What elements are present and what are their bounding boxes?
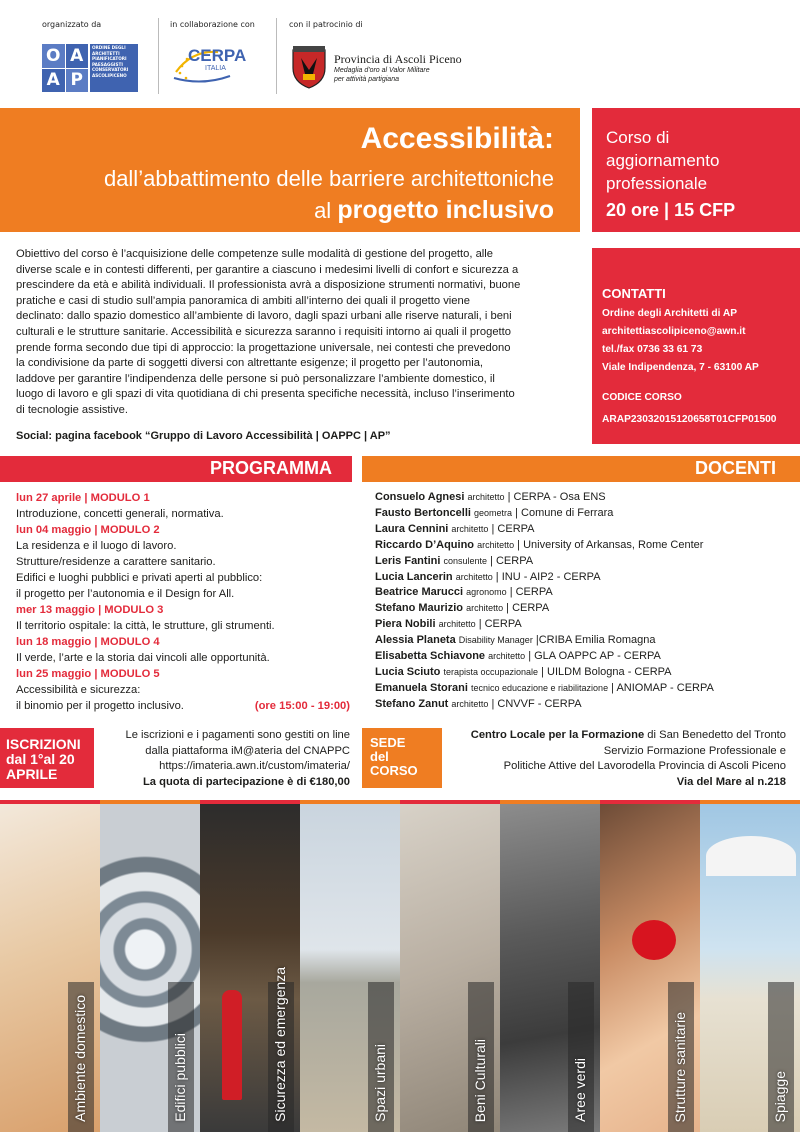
course-line: Corso di xyxy=(606,128,670,147)
module-text: Il territorio ospitale: la città, le strutture, gli strumenti. xyxy=(16,620,275,632)
description-line: di tecnologie assistive. xyxy=(16,403,128,416)
description-line: pratiche e casi di studio sull’ampia panoramica di ambiti all’interno dei quali il progetto viene xyxy=(16,294,470,307)
description-line: laddove per garantire l’indipendenza delle persone si può personalizzare l’ambiente domestico, il xyxy=(16,372,495,385)
teacher-row xyxy=(375,697,795,713)
oa-letter: A xyxy=(66,44,89,68)
cerpa-name: CERPA xyxy=(188,46,247,65)
teacher-name: Riccardo D’Aquino xyxy=(375,538,475,551)
teacher-role: architetto xyxy=(466,603,504,614)
teacher-org: | CERPA - Osa ENS xyxy=(507,491,606,503)
description-line: prescindere da età e abilità individuali. Il professionista avrà a disposizione strumenti normativi, buone xyxy=(16,279,521,292)
course-hours: 20 ore | 15 CFP xyxy=(606,200,736,220)
red-nose-icon xyxy=(632,920,676,960)
organized-by-label: organizzato da xyxy=(42,20,102,29)
course-code-label: CODICE CORSO xyxy=(602,392,682,403)
module-date: mer 13 maggio | MODULO 3 xyxy=(16,604,164,616)
province-sub-1: Medaglia d'oro al Valor Militare xyxy=(334,67,430,74)
teacher-org: | CNVVF - CERPA xyxy=(491,697,582,710)
photo-label: Ambiente domestico xyxy=(72,995,88,1122)
title-line-3-prefix: al xyxy=(314,198,338,223)
panel-accent-bar xyxy=(0,800,100,804)
photo-panel xyxy=(100,800,200,1132)
contacts-email: architettiascolipiceno@awn.it xyxy=(602,326,746,337)
cerpa-sub: ITALIA xyxy=(205,65,226,72)
description-line: Obiettivo del corso è l’acquisizione delle competenze sulle modalità di gestione del progetto, alle xyxy=(16,248,493,260)
teacher-row xyxy=(375,506,795,522)
panel-accent-bar xyxy=(400,800,500,804)
venue-box-line: del xyxy=(370,749,389,764)
registration-line: Le iscrizioni e i pagamenti sono gestiti on line xyxy=(125,729,350,741)
module-date: lun 27 aprile | MODULO 1 xyxy=(16,492,150,504)
teacher-org: | CERPA xyxy=(490,554,534,567)
photo-label: Strutture sanitarie xyxy=(672,1011,688,1122)
photo-panel xyxy=(300,800,400,1132)
panel-accent-bar xyxy=(300,800,400,804)
teacher-row xyxy=(375,601,795,617)
venue-box-line: CORSO xyxy=(370,763,418,778)
teacher-name: Leris Fantini xyxy=(375,554,441,567)
teacher-org: | UILDM Bologna - CERPA xyxy=(541,665,672,678)
photo-label: Beni Culturali xyxy=(472,1038,488,1122)
contacts-box xyxy=(592,248,800,444)
teacher-row xyxy=(375,617,795,633)
patronage-label: con il patrocinio di xyxy=(289,20,363,29)
teacher-role: architetto xyxy=(467,492,505,502)
module-text: Accessibilità e sicurezza: xyxy=(16,684,141,696)
teachers-header xyxy=(362,456,800,482)
teacher-row xyxy=(375,522,795,538)
province-name: Provincia di Ascoli Piceno xyxy=(334,52,462,66)
photo-panel xyxy=(200,800,300,1132)
registration-box-line: APRILE xyxy=(6,766,58,782)
course-line: professionale xyxy=(606,174,708,193)
module-text: il binomio per il progetto inclusivo. xyxy=(16,700,184,712)
module-text-row xyxy=(16,698,352,714)
course-line: aggiornamento xyxy=(606,151,720,170)
module-date: lun 04 maggio | MODULO 2 xyxy=(16,524,160,536)
contacts-title: CONTATTI xyxy=(602,286,666,301)
photo-panel xyxy=(500,800,600,1132)
registration-fee: La quota di partecipazione è di €180,00 xyxy=(142,775,350,788)
title-band xyxy=(0,108,580,232)
divider xyxy=(158,18,159,94)
social-note: Social: pagina facebook “Gruppo di Lavoro Accessibilità | OAPPC | AP” xyxy=(16,430,391,442)
venue-info xyxy=(446,728,786,790)
title-line-3-bold: progetto inclusivo xyxy=(337,196,554,224)
teacher-org: | CERPA xyxy=(509,586,553,599)
contacts-phone: tel./fax 0736 33 61 73 xyxy=(602,344,703,355)
module-text: Il verde, l’arte e la storia dai vincoli alle opportunità. xyxy=(16,652,270,664)
registration-info xyxy=(100,728,350,790)
teacher-name: Elisabetta Schiavone xyxy=(375,650,486,663)
collab-label: in collaborazione con xyxy=(170,20,255,29)
teacher-row xyxy=(375,649,795,665)
teacher-name: Piera Nobili xyxy=(375,618,436,631)
photo-strip xyxy=(0,800,800,1132)
province-crest-icon xyxy=(289,44,329,90)
fire-extinguisher-icon xyxy=(222,990,242,1100)
teacher-row xyxy=(375,681,795,697)
teacher-name: Stefano Zanut xyxy=(375,697,449,710)
teacher-org: | GLA OAPPC AP - CERPA xyxy=(528,650,661,663)
course-type xyxy=(606,126,719,195)
teacher-role: architetto xyxy=(477,539,515,550)
venue-line: Servizio Formazione Professionale e xyxy=(603,744,786,757)
teacher-name: Lucia Lancerin xyxy=(375,570,453,583)
teacher-name: Stefano Maurizio xyxy=(375,602,464,615)
panel-accent-bar xyxy=(500,800,600,804)
description-line: la condivisione da parte di soggetti diversi con altrettante esigenze; il progetto per l’autonomia, xyxy=(16,357,484,370)
teacher-org: | Comune di Ferrara xyxy=(515,506,614,519)
umbrella-icon xyxy=(706,836,796,876)
photo-panel xyxy=(0,800,100,1132)
program-header-text: PROGRAMMA xyxy=(210,458,332,478)
registration-box xyxy=(0,728,94,788)
teacher-row xyxy=(375,554,795,570)
teachers-header-text: DOCENTI xyxy=(695,458,776,478)
program-list xyxy=(16,490,352,714)
teacher-role: agronomo xyxy=(466,587,507,598)
course-code: ARAP23032015120658T01CFP01500 xyxy=(602,414,777,425)
hours-note: (ore 15:00 - 19:00) xyxy=(254,700,350,712)
registration-url[interactable]: https://imateria.awn.it/custom/imateria/ xyxy=(159,760,350,773)
registration-box-line: ISCRIZIONI xyxy=(6,736,81,752)
oa-letter: O xyxy=(42,44,65,68)
oa-letter: A xyxy=(42,69,65,93)
teacher-role: geometra xyxy=(474,507,513,518)
teacher-name: Lucia Sciuto xyxy=(375,665,441,678)
teacher-role: Disability Manager xyxy=(458,635,533,646)
description-line: luogo di lavoro e gli spazi di vita quotidiana di chi presenta specifiche necessità, incluso l’inserimento xyxy=(16,388,515,401)
venue-line xyxy=(446,728,786,744)
province-sub-2: per attività partigiana xyxy=(334,76,399,83)
teacher-role: tecnico educazione e riabilitazione xyxy=(470,682,609,693)
teacher-org: | ANIOMAP - CERPA xyxy=(611,681,714,694)
venue-address: Via del Mare al n.218 xyxy=(676,775,786,788)
registration-box-line: dal 1°al 20 xyxy=(6,751,75,767)
panel-accent-bar xyxy=(700,800,800,804)
divider xyxy=(276,18,277,94)
description xyxy=(16,247,568,419)
teacher-row xyxy=(375,665,795,681)
venue-box xyxy=(362,728,442,788)
venue-name: Centro Locale per la Formazione xyxy=(470,729,645,741)
teacher-name: Beatrice Marucci xyxy=(375,586,464,599)
panel-accent-bar xyxy=(100,800,200,804)
teacher-role: terapista occupazionale xyxy=(443,666,539,677)
module-text: La residenza e il luogo di lavoro. xyxy=(16,540,177,552)
course-box xyxy=(592,108,800,232)
title-line-3 xyxy=(314,196,554,225)
module-text: Strutture/residenze a carattere sanitario. xyxy=(16,556,216,568)
photo-label: Aree verdi xyxy=(572,1058,588,1122)
photo-panel xyxy=(600,800,700,1132)
description-line: declinato: dallo spazio domestico all’ambiente di lavoro, dagli spazi urbani alle riserve naturali, i beni xyxy=(16,310,512,323)
panel-accent-bar xyxy=(200,800,300,804)
registration-line: dalla piattaforma iM@ateria del CNAPPC xyxy=(145,744,350,757)
teacher-role: consulente xyxy=(443,555,488,566)
oappc-logo xyxy=(42,44,88,92)
teachers-list xyxy=(375,490,795,713)
teacher-row xyxy=(375,490,795,506)
teacher-role: architetto xyxy=(438,619,476,630)
teacher-org: | University of Arkansas, Rome Center xyxy=(517,538,704,551)
teacher-org: |CRIBA Emilia Romagna xyxy=(535,634,656,647)
teacher-org: | CERPA xyxy=(491,522,535,535)
teacher-role: architetto xyxy=(488,651,526,662)
teacher-row xyxy=(375,570,795,586)
teacher-name: Alessia Planeta xyxy=(375,634,456,647)
photo-panel xyxy=(400,800,500,1132)
contacts-address: Viale Indipendenza, 7 - 63100 AP xyxy=(602,362,759,373)
module-text: Edifici e luoghi pubblici e privati aperti al pubblico: xyxy=(16,572,263,584)
panel-accent-bar xyxy=(600,800,700,804)
teacher-role: architetto xyxy=(451,523,489,534)
description-line: culturali e le strutture sanitarie. Accessibilità e sicurezza saranno i requisiti intorno ai quali il progetto xyxy=(16,325,511,338)
teacher-org: | INU - AIP2 - CERPA xyxy=(495,570,601,583)
teacher-org: | CERPA xyxy=(478,618,522,631)
venue-location: di San Benedetto del Tronto xyxy=(644,729,786,741)
photo-label: Spazi urbani xyxy=(372,1044,388,1122)
venue-box-line: SEDE xyxy=(370,735,406,750)
title-line-2: dall’abbattimento delle barriere architettoniche xyxy=(103,166,554,191)
teacher-role: architetto xyxy=(455,571,493,582)
venue-line: Politiche Attive del Lavorodella Provincia di Ascoli Piceno xyxy=(503,760,786,773)
photo-label: Spiagge xyxy=(772,1070,788,1122)
teacher-role: architetto xyxy=(451,698,489,709)
module-date: lun 18 maggio | MODULO 4 xyxy=(16,636,160,648)
teacher-row xyxy=(375,585,795,601)
teacher-row xyxy=(375,633,795,649)
photo-label: Edifici pubblici xyxy=(172,1033,188,1122)
teacher-name: Fausto Bertoncelli xyxy=(375,506,471,519)
description-line: diverse scale e in contesti differenti, per garantire a ciascuno i medesimi livelli di confort e sicurezza a xyxy=(16,263,519,276)
program-header xyxy=(0,456,352,482)
teacher-name: Consuelo Agnesi xyxy=(375,491,465,503)
module-text: il progetto per l’autonomia e il Design for All. xyxy=(16,588,235,600)
oappc-logo-words: ORDINE DEGLI ARCHITETTI PIANIFICATORI PAESAGGISTI CONSERVATORI ASCOLIPICENO xyxy=(90,44,138,92)
module-text: Introduzione, concetti generali, normativa. xyxy=(16,508,224,520)
teacher-row xyxy=(375,538,795,554)
title-line-1: Accessibilità: xyxy=(360,122,554,155)
contacts-org: Ordine degli Architetti di AP xyxy=(602,308,738,319)
module-date: lun 25 maggio | MODULO 5 xyxy=(16,668,160,680)
photo-label: Sicurezza ed emergenza xyxy=(272,967,288,1122)
teacher-org: | CERPA xyxy=(506,602,550,615)
teacher-name: Emanuela Storani xyxy=(375,681,468,694)
teacher-name: Laura Cennini xyxy=(375,522,449,535)
description-line: prende forma secondo due tipi di approccio: la progettazione universale, nei contesti che prevedono xyxy=(16,341,511,354)
oa-letter: P xyxy=(66,69,89,93)
